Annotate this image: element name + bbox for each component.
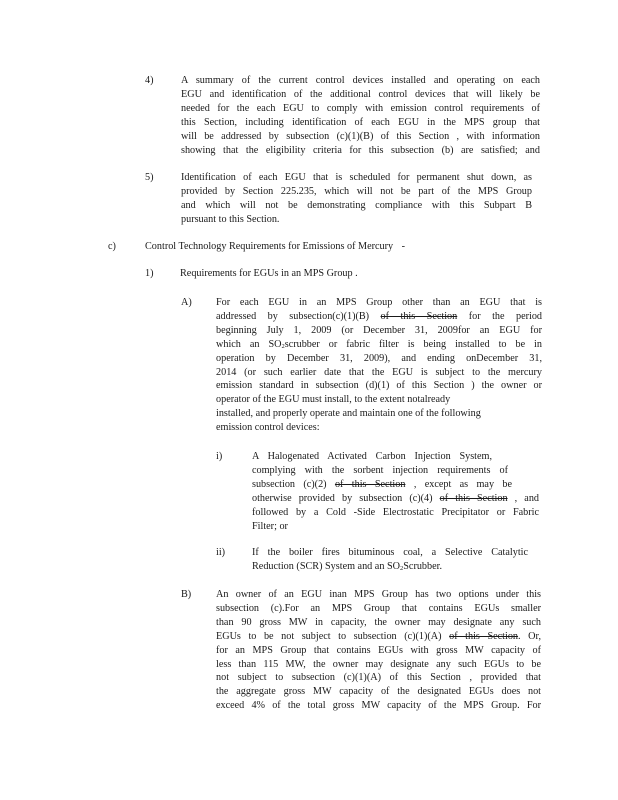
item-5-line-4: pursuant to this Section. bbox=[181, 213, 280, 225]
item-i-line-1: A Halogenated Activated Carbon Injection System, bbox=[252, 451, 492, 462]
struck-text: of this Section bbox=[334, 478, 406, 490]
para-b-label: B) bbox=[181, 589, 192, 600]
para-a-label: A) bbox=[181, 297, 192, 308]
para-a-line-4 bbox=[216, 338, 542, 352]
item-ii-line-1: If the boiler fires bituminous coal, a Selective Catalytic bbox=[252, 547, 528, 558]
item-4-line-1: A summary of the current control devices installed and operating on each bbox=[181, 75, 540, 86]
item-4-line-3: needed for the each EGU to comply with emission control requirements of bbox=[181, 102, 540, 114]
para-a-line-2 bbox=[216, 310, 542, 324]
item-4-text bbox=[181, 74, 540, 157]
para-b-text bbox=[216, 588, 541, 713]
item-ii-line-2-tail: Scrubber. bbox=[403, 560, 443, 572]
item-ii-line-2-text: Reduction (SCR) System and an SO bbox=[252, 560, 400, 572]
item-i-line-4 bbox=[252, 492, 539, 506]
para-a-line-7: emission standard in subsection (d)(1) of this Section ) the owner or bbox=[216, 380, 542, 392]
para-a-line-5: operation by December 31, 2009), and ending onDecember 31, bbox=[216, 352, 542, 364]
item-i-line-3-tail: , except as may be bbox=[413, 478, 513, 490]
para-b-line-5: for an MPS Group that contains EGUs with gross MW capacity of bbox=[216, 644, 541, 656]
para-b-line-4 bbox=[216, 630, 541, 644]
item-i-line-4-text: otherwise provided by subsection (c)(4) bbox=[252, 492, 433, 504]
item-5-label: 5) bbox=[145, 172, 154, 183]
section-c-heading bbox=[145, 240, 405, 254]
item-4-line-6: showing that the eligibility criteria for this subsection (b) are satisfied; and bbox=[181, 144, 540, 156]
struck-text: of this Section bbox=[439, 492, 508, 504]
para-b-line-2: subsection (c).For an MPS Group that contains EGUs smaller bbox=[216, 602, 541, 614]
item-5-line-2: provided by Section 225.235, which will not be part of the MPS Group bbox=[181, 185, 532, 197]
item-5-line-3: and which will not be demonstrating compliance with this Subpart B bbox=[181, 199, 532, 211]
para-a-line-10: emission control devices: bbox=[216, 422, 320, 434]
sub-1-heading: Requirements for EGUs in an MPS Group . bbox=[180, 268, 358, 279]
item-i-line-4-tail: , and bbox=[514, 492, 540, 504]
para-b-line-1: An owner of an EGU inan MPS Group has two options under this bbox=[216, 589, 541, 600]
item-ii-label: ii) bbox=[216, 547, 226, 558]
item-4-line-5: will be addressed by subsection (c)(1)(B) of this Section , with information bbox=[181, 130, 540, 142]
para-a-line-9: installed, and properly operate and maintain one of the following bbox=[216, 408, 481, 420]
item-i-text bbox=[252, 450, 539, 533]
item-i-line-3-text: subsection (c)(2) bbox=[252, 478, 327, 490]
para-a-line-6: 2014 (or such earlier date that the EGU is subject to the mercury bbox=[216, 366, 542, 378]
para-a-text bbox=[216, 296, 542, 435]
para-b-line-6: less than 115 MW, the owner may designate any such EGUs to be bbox=[216, 658, 541, 670]
para-b-line-4-text: EGUs to be not subject to subsection (c)(1)(A) bbox=[216, 630, 442, 642]
section-c-dash: - bbox=[401, 241, 406, 252]
para-b-line-8: the aggregate gross MW capacity of the designated EGUs does not bbox=[216, 686, 541, 698]
para-a-line-4-text: which an SO bbox=[216, 338, 282, 350]
item-i-line-3 bbox=[252, 478, 512, 492]
para-a-line-4-tail: scrubber or fabric filter is being installed to be in bbox=[284, 338, 542, 350]
subscript: 2 bbox=[400, 564, 404, 572]
item-4-line-4: this Section, including identification of each EGU in the MPS group that bbox=[181, 116, 540, 128]
item-ii-line-2 bbox=[252, 560, 528, 574]
item-i-line-2: complying with the sorbent injection requirements of bbox=[252, 464, 508, 476]
struck-text: of this Section bbox=[449, 630, 519, 642]
section-c-label: c) bbox=[108, 241, 116, 252]
para-a-line-3: beginning July 1, 2009 (or December 31, 2009for an EGU for bbox=[216, 324, 542, 336]
para-b-line-3: than 90 gross MW in capacity, the owner may designate any such bbox=[216, 616, 541, 628]
para-b-line-7: not subject to subsection (c)(1)(A) of this Section , provided that bbox=[216, 672, 541, 684]
item-4-label: 4) bbox=[145, 75, 154, 86]
para-a-line-2-tail: for the period bbox=[468, 310, 543, 322]
section-c-heading-text: Control Technology Requirements for Emissions of Mercury bbox=[145, 241, 394, 252]
para-b-line-4-tail: . Or, bbox=[518, 630, 542, 642]
item-5-line-1: Identification of each EGU that is scheduled for permanent shut down, as bbox=[181, 172, 532, 183]
para-a-line-2-text: addressed by subsection(c)(1)(B) bbox=[216, 310, 370, 322]
item-ii-text bbox=[252, 546, 528, 574]
item-i-line-6: Filter; or bbox=[252, 520, 288, 532]
item-5-text bbox=[181, 171, 532, 227]
para-b-line-9: exceed 4% of the total gross MW capacity of the MPS Group. For bbox=[216, 700, 541, 712]
subscript: 2 bbox=[281, 342, 285, 350]
para-a-line-8: operator of the EGU must install, to the extent notalready bbox=[216, 394, 451, 406]
item-4-line-2: EGU and identification of the additional control devices that will likely be bbox=[181, 88, 540, 100]
item-i-line-5: followed by a Cold -Side Electrostatic Precipitator or Fabric bbox=[252, 506, 539, 518]
struck-text: of this Section bbox=[380, 310, 458, 322]
sub-1-label: 1) bbox=[145, 268, 154, 279]
para-a-line-1: For each EGU in an MPS Group other than an EGU that is bbox=[216, 297, 542, 308]
item-i-label: i) bbox=[216, 451, 223, 462]
